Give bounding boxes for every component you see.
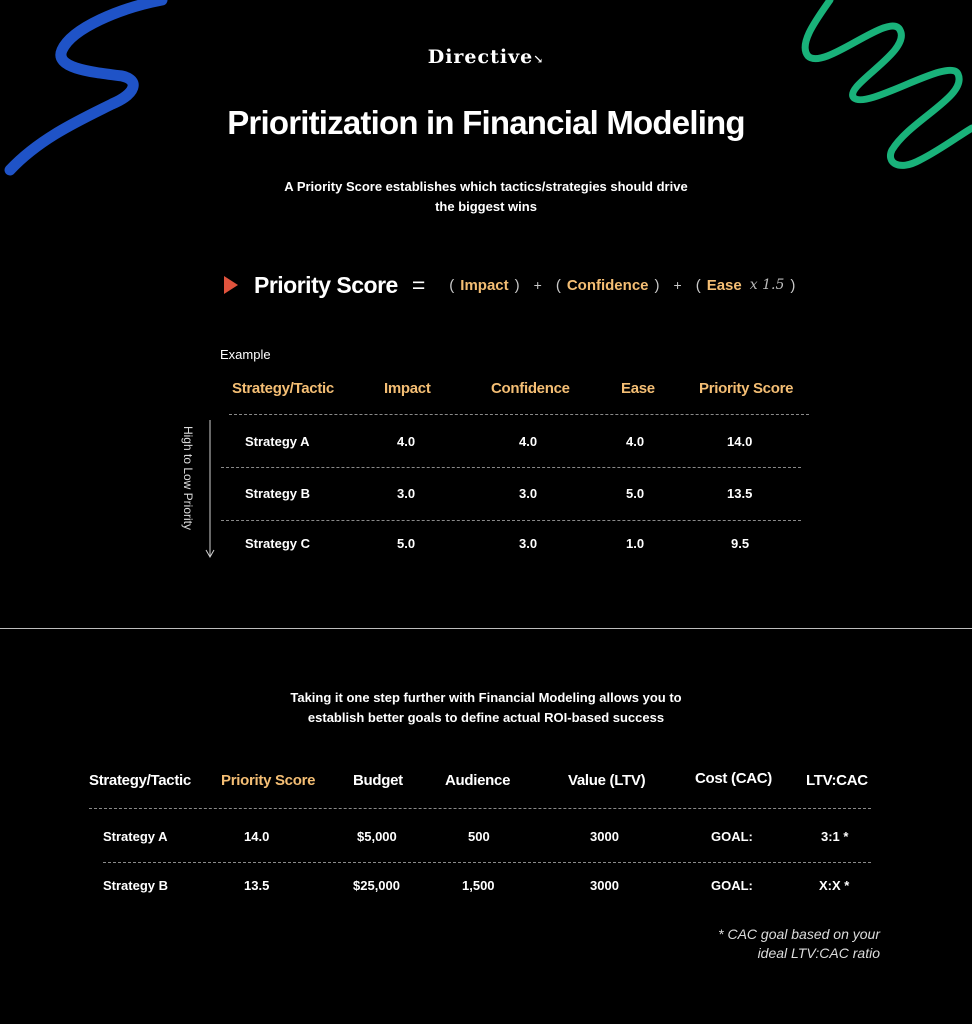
- t2-header-value: Value (LTV): [568, 772, 646, 789]
- formula-ease: Ease: [706, 276, 742, 294]
- t2-row-a-strategy: Strategy A: [103, 829, 168, 844]
- page-subtitle: [0, 177, 972, 217]
- footnote-line-1: * CAC goal based on your: [718, 926, 880, 942]
- priority-axis-label: High to Low Priority: [181, 425, 195, 531]
- financial-modeling-intro: [0, 688, 972, 728]
- t1-row-c-score: 9.5: [731, 536, 750, 551]
- t2-row-a-budget: $5,000: [357, 829, 397, 844]
- cac-footnote: [718, 925, 880, 963]
- paren-open: (: [695, 276, 701, 294]
- formula-plus: +: [533, 277, 542, 293]
- example-label: Example: [220, 347, 271, 362]
- t2-row-b-cost: GOAL:: [711, 878, 753, 893]
- t2-row-b-ltv-cac: X:X *: [819, 878, 850, 893]
- t1-row-b-strategy: Strategy B: [245, 486, 311, 501]
- blue-squiggle-decoration: [0, 0, 200, 180]
- t1-header-strategy: Strategy/Tactic: [232, 380, 334, 397]
- down-arrow-icon: [204, 420, 216, 560]
- green-squiggle-decoration: [780, 0, 972, 180]
- paren-open: (: [555, 276, 561, 294]
- t1-header-ease: Ease: [621, 380, 655, 397]
- t2-header-priority-score: Priority Score: [221, 772, 316, 789]
- t2-row-b-score: 13.5: [244, 878, 270, 893]
- t2-row-b-budget: $25,000: [353, 878, 400, 893]
- triangle-arrow-icon: [224, 276, 238, 294]
- t2-header-strategy: Strategy/Tactic: [89, 772, 191, 789]
- intro2-line-1: Taking it one step further with Financial Modeling allows you to: [290, 690, 682, 705]
- intro2-line-2: establish better goals to define actual ROI-based success: [307, 710, 665, 725]
- t1-row-b-confidence: 3.0: [519, 486, 538, 501]
- brand-arrow-icon: ↘: [533, 52, 545, 66]
- paren-close: ): [790, 276, 796, 294]
- t1-header-impact: Impact: [384, 380, 431, 397]
- t1-row-c-ease: 1.0: [626, 536, 645, 551]
- t1-divider: [221, 520, 801, 521]
- t2-divider: [103, 862, 871, 863]
- t1-row-c-strategy: Strategy C: [245, 536, 311, 551]
- t2-header-audience: Audience: [445, 772, 511, 789]
- t1-row-a-score: 14.0: [727, 434, 753, 449]
- t2-row-b-strategy: Strategy B: [103, 878, 169, 893]
- t1-row-a-ease: 4.0: [626, 434, 645, 449]
- formula-multiplier: x 1.5: [749, 277, 785, 293]
- t2-divider: [89, 808, 871, 809]
- t1-header-confidence: Confidence: [491, 380, 570, 397]
- formula-impact: Impact: [460, 276, 509, 294]
- t1-row-a-confidence: 4.0: [519, 434, 538, 449]
- t2-row-b-value: 3000: [590, 878, 619, 893]
- t1-row-a-strategy: Strategy A: [245, 434, 310, 449]
- t1-row-c-impact: 5.0: [397, 536, 416, 551]
- t1-header-priority-score: Priority Score: [699, 380, 794, 397]
- page-title: Prioritization in Financial Modeling: [227, 104, 745, 141]
- t2-header-cost: Cost (CAC): [695, 770, 772, 787]
- footnote-line-2: ideal LTV:CAC ratio: [757, 945, 880, 961]
- formula-equals: =: [411, 271, 426, 298]
- t2-row-a-cost: GOAL:: [711, 829, 753, 844]
- t1-row-b-score: 13.5: [727, 486, 753, 501]
- t1-divider: [229, 414, 809, 415]
- t1-row-a-impact: 4.0: [397, 434, 416, 449]
- t2-header-ltv-cac: LTV:CAC: [806, 772, 868, 789]
- t2-header-budget: Budget: [353, 772, 403, 789]
- brand-name: Directive: [427, 46, 534, 68]
- section-divider: [0, 628, 972, 629]
- t2-row-a-ltv-cac: 3:1 *: [821, 829, 849, 844]
- formula-confidence: Confidence: [566, 276, 649, 294]
- t2-row-a-value: 3000: [590, 829, 619, 844]
- formula-plus: +: [673, 277, 682, 293]
- t2-row-a-audience: 500: [468, 829, 490, 844]
- t1-row-b-impact: 3.0: [397, 486, 416, 501]
- formula-label: Priority Score: [254, 271, 398, 298]
- t1-row-c-confidence: 3.0: [519, 536, 538, 551]
- brand-logo: [0, 46, 972, 68]
- t2-row-a-score: 14.0: [244, 829, 270, 844]
- paren-open: (: [449, 276, 455, 294]
- paren-close: ): [654, 276, 660, 294]
- t2-row-b-audience: 1,500: [462, 878, 495, 893]
- priority-score-formula: [224, 268, 801, 302]
- t1-divider: [221, 467, 801, 468]
- t1-row-b-ease: 5.0: [626, 486, 645, 501]
- subtitle-line-1: A Priority Score establishes which tactics/strategies should drive: [284, 179, 688, 194]
- subtitle-line-2: the biggest wins: [435, 199, 537, 214]
- paren-close: ): [514, 276, 520, 294]
